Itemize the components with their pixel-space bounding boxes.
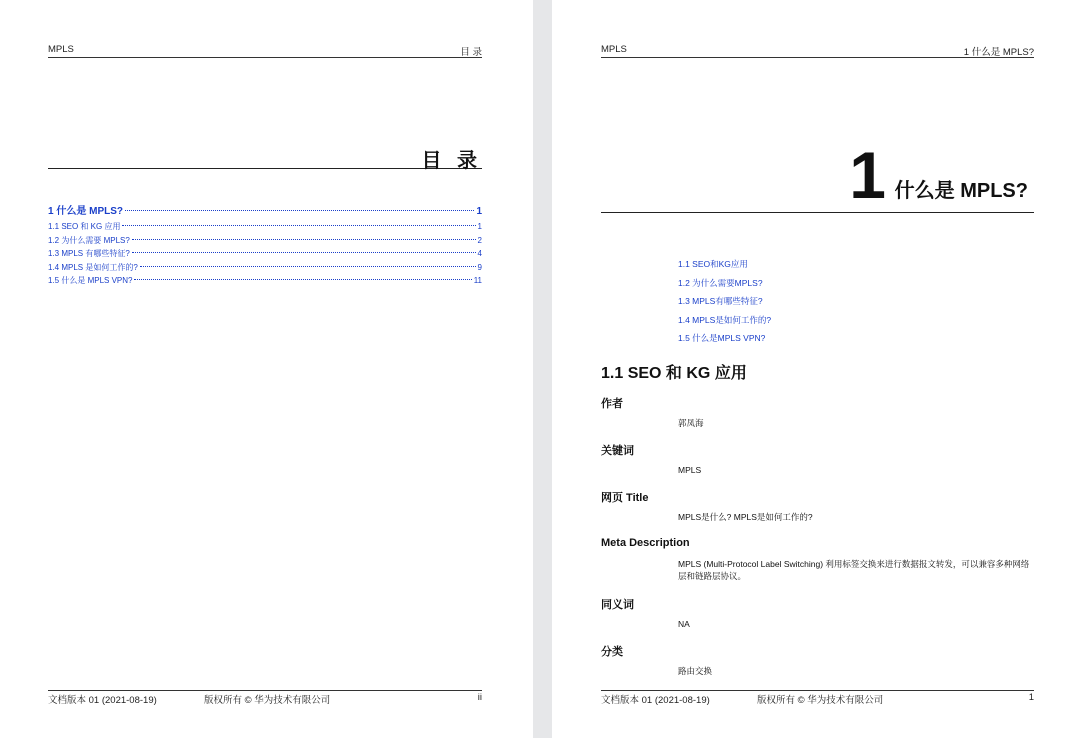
chapter-toc — [678, 256, 771, 349]
toc-entry[interactable]: 1.5 什么是 MPLS VPN? 11 — [48, 276, 482, 285]
field-label-synonyms: 同义词 — [601, 599, 634, 611]
chapter-number: 1 — [849, 138, 886, 212]
field-value-meta-description: MPLS (Multi-Protocol Label Switching) 利用标签交换来进行数据报文转发，可以兼容多种网络层和链路层协议。 — [678, 559, 1030, 581]
chapter-toc-link[interactable]: 1.2 为什么需要MPLS? — [678, 277, 763, 288]
toc-entry[interactable]: 1.3 MPLS 有哪些特征? 4 — [48, 249, 482, 258]
header-section: 目 录 — [460, 47, 482, 58]
field-label-author: 作者 — [601, 398, 623, 410]
toc-leader — [134, 279, 471, 280]
footer-version: 文档版本 01 (2021-08-19) — [601, 695, 710, 706]
toc-leader — [132, 239, 476, 240]
field-label-page-title: 网页 Title — [601, 492, 649, 504]
toc-entry[interactable]: 1.4 MPLS 是如何工作的? 9 — [48, 262, 482, 272]
field-label-category: 分类 — [601, 646, 623, 658]
page-footer — [48, 690, 482, 706]
field-value-author: 郭凤海 — [678, 418, 704, 428]
field-label-keywords: 关键词 — [601, 445, 634, 457]
toc-leader — [122, 225, 475, 226]
field-value-page-title: MPLS是什么? MPLS是如何工作的? — [678, 512, 813, 522]
page-header — [601, 44, 1034, 58]
header-section: 1 什么是 MPLS? — [963, 47, 1034, 58]
toc-leader — [132, 252, 476, 253]
chapter-page — [552, 0, 1080, 738]
header-doc-name: MPLS — [48, 44, 74, 55]
header-doc-name: MPLS — [601, 44, 627, 55]
footer-copyright: 版权所有 © 华为技术有限公司 — [204, 695, 331, 706]
field-value-synonyms: NA — [678, 619, 690, 629]
field-value-keywords: MPLS — [678, 465, 702, 475]
toc-entry[interactable]: 1.1 SEO 和 KG 应用 1 — [48, 222, 482, 231]
chapter-heading — [601, 140, 1034, 213]
toc-entry[interactable]: 1 什么是 MPLS? 1 — [48, 206, 482, 217]
chapter-toc-link[interactable]: 1.4 MPLS是如何工作的? — [678, 314, 772, 325]
footer-copyright: 版权所有 © 华为技术有限公司 — [757, 695, 884, 706]
footer-page-number: 1 — [1028, 692, 1034, 703]
field-value-category: 路由交换 — [678, 666, 713, 676]
page-header — [48, 44, 482, 58]
toc-leader — [125, 210, 474, 211]
page-footer — [601, 690, 1034, 706]
field-label-meta-description: Meta Description — [601, 537, 690, 549]
chapter-toc-link[interactable]: 1.1 SEO和KG应用 — [678, 259, 748, 269]
chapter-toc-link[interactable]: 1.5 什么是MPLS VPN? — [678, 333, 766, 343]
section-title: 1.1 SEO 和 KG 应用 — [601, 365, 747, 382]
toc-entry[interactable]: 1.2 为什么需要 MPLS? 2 — [48, 235, 482, 245]
chapter-title: 什么是 MPLS? — [894, 180, 1028, 202]
footer-version: 文档版本 01 (2021-08-19) — [48, 695, 157, 706]
toc-leader — [140, 266, 476, 267]
chapter-toc-link[interactable]: 1.3 MPLS有哪些特征? — [678, 296, 763, 306]
footer-page-number: ii — [477, 692, 482, 703]
toc-page — [0, 0, 533, 738]
toc-list — [48, 204, 482, 288]
toc-title: 目 录 — [48, 144, 482, 169]
